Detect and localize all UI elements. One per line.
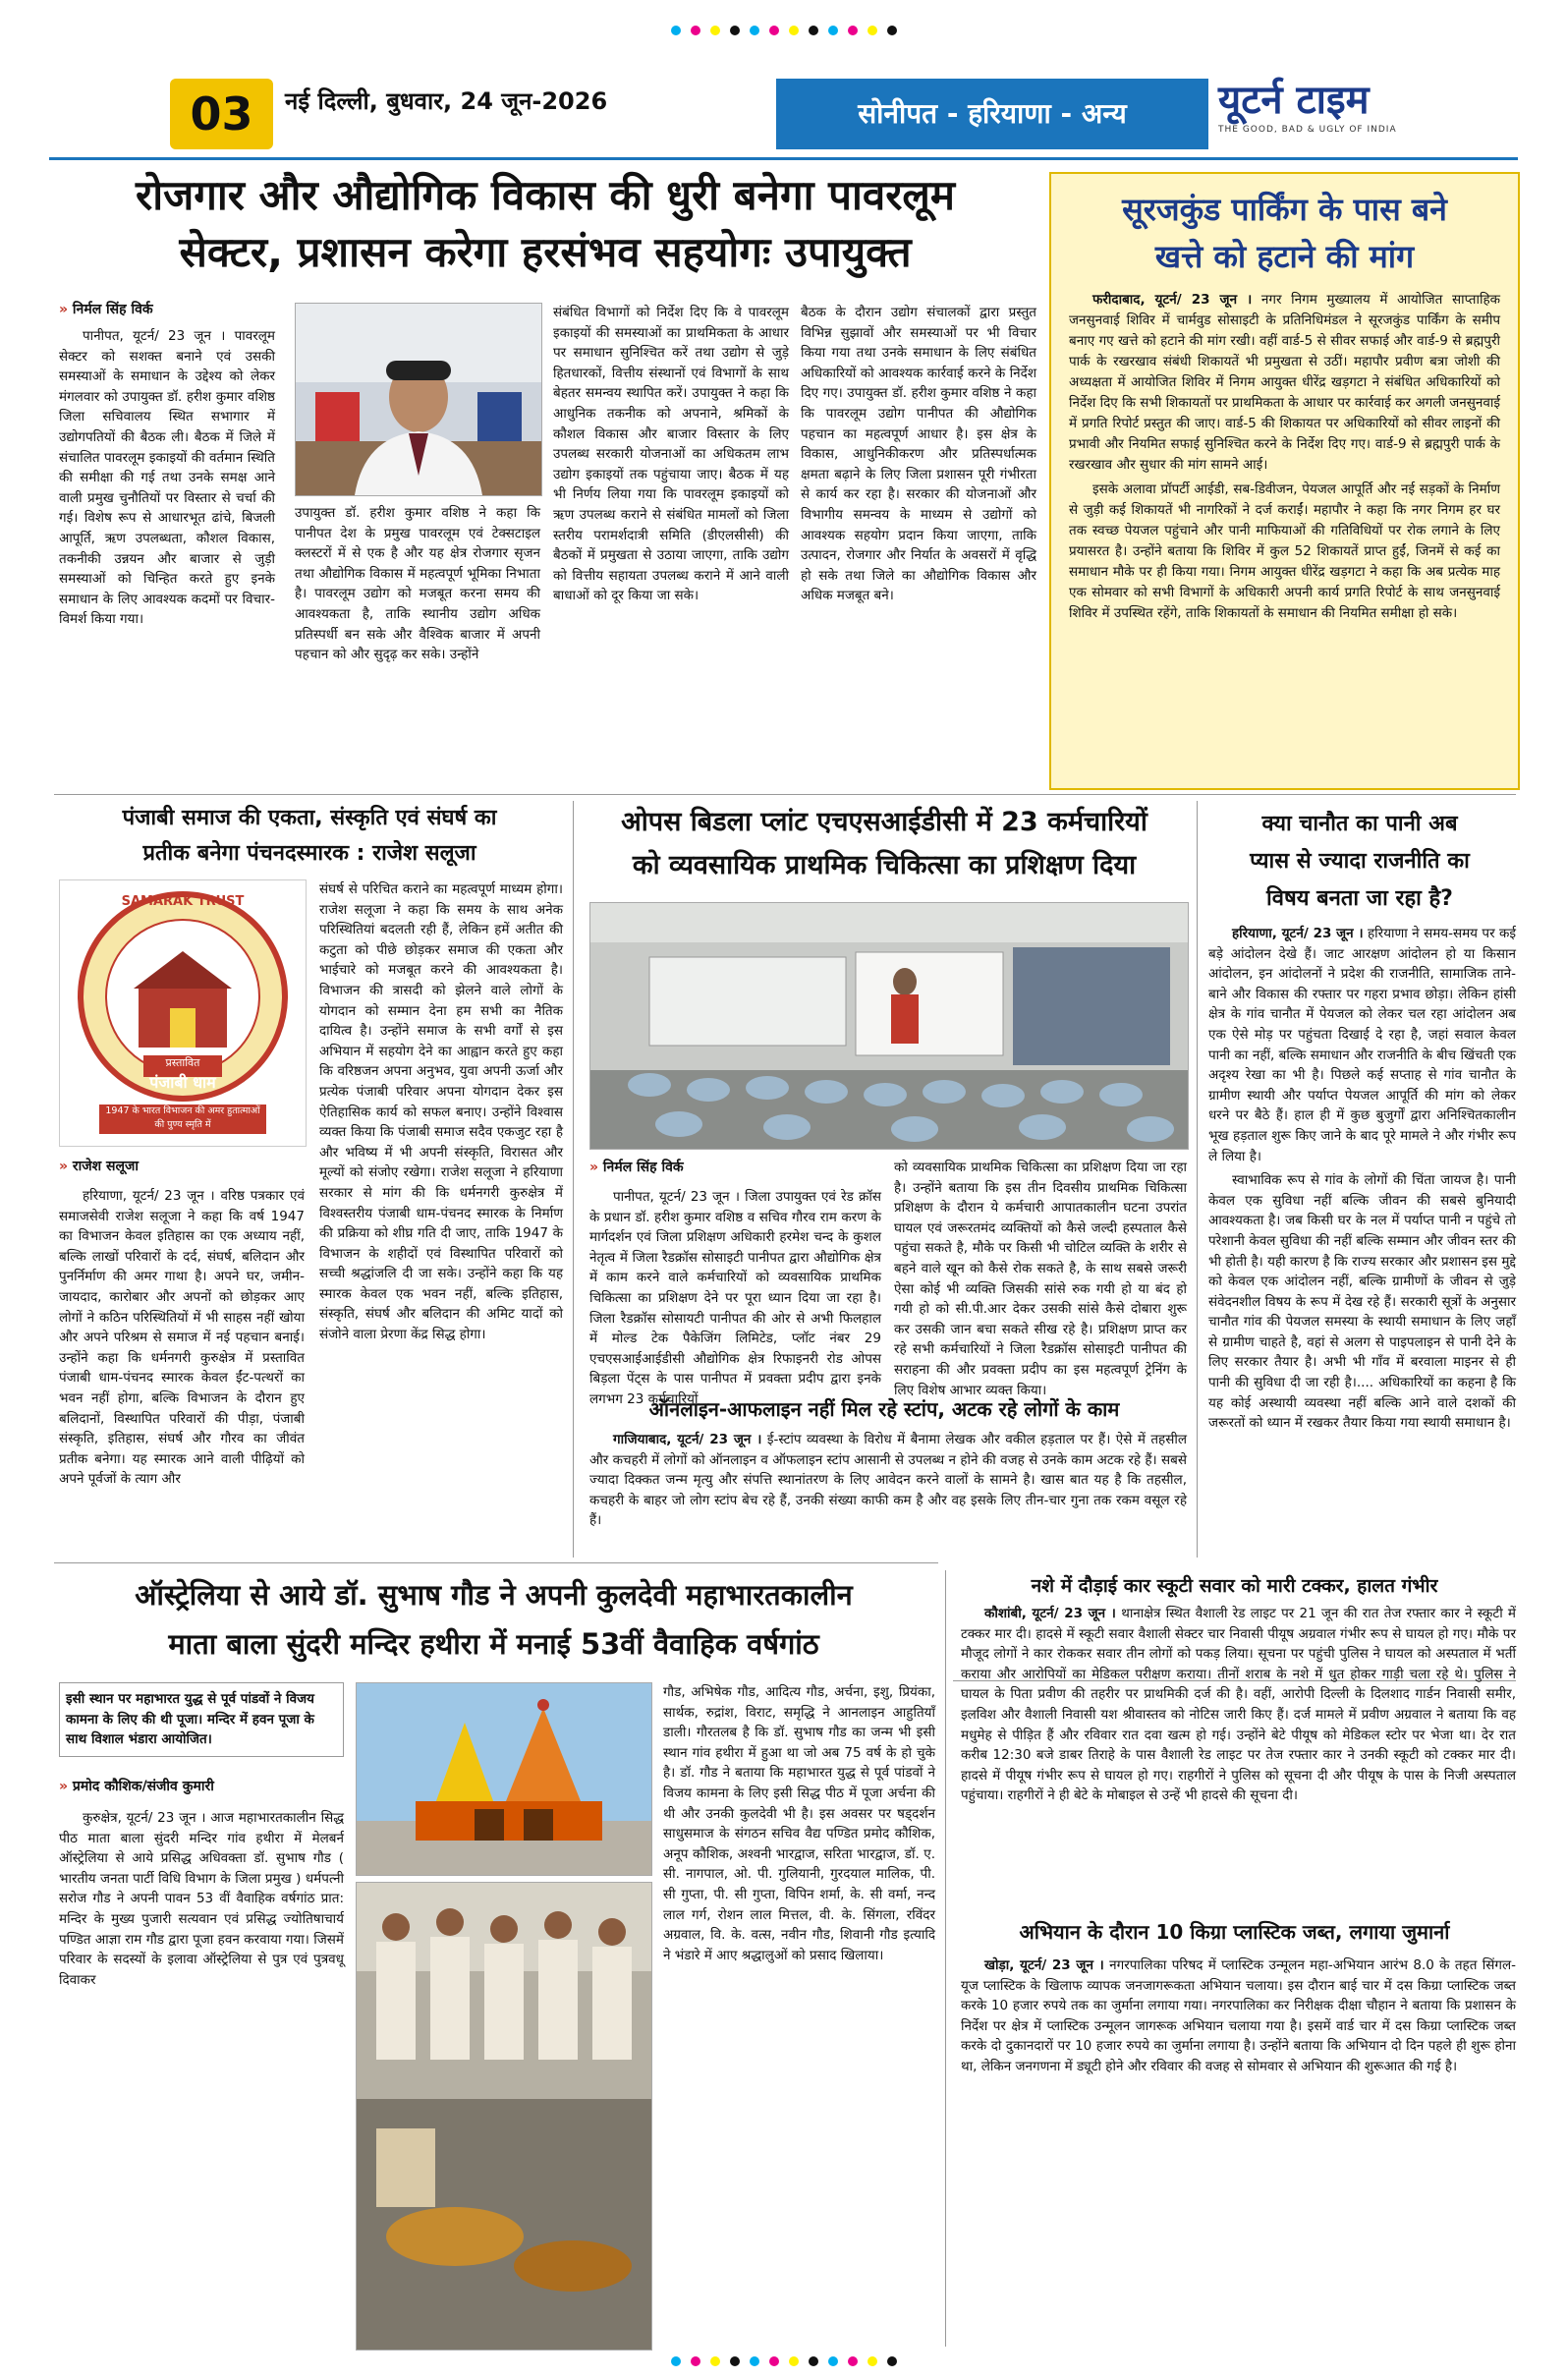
australia-headline — [54, 1570, 933, 1669]
punjabi-headline-line1: पंजाबी समाज की एकता, संस्कृति एवं संघर्ष का — [122, 806, 497, 830]
lead-column-4 — [801, 303, 1036, 610]
opas-headline-line2: को व्यवसायिक प्राथमिक चिकित्सा का प्रशिक्षण दिया — [632, 850, 1137, 880]
surajkund-box — [1049, 172, 1520, 790]
lead-byline-text: निर्मल सिंह विर्क — [72, 302, 153, 317]
plastic-body-text: नगरपालिका परिषद में प्लास्टिक उन्मूलन महा-अभियान आरंभ 8.0 के तहत सिंगल-यूज प्लास्टिक के खिलाफ व्यापक जनजागरूकता अभियान चलाया। इस दौरान बाई चार में दस किग्रा प्लास्टिक जब्त करके 10 हजार रुपये तक का जुर्माना लगाया गया। नगरपालिका कर निरीक्षक दीक्षा चौहान ने बताया कि प्रशासन के निर्देश पर क्षेत्र में प्लास्टिक उन्मूलन जागरूक अभियान चलाया गया है। इसमें वार्ड चार में दस किग्रा प्लास्टिक जब्त करके दो दुकानदारों पर 10 हजार रुपये का जुर्माना लगाया है। उन्होंने बताया कि अभियान दो दिन पहले ही शुरू होना था, लेकिन जनगणना में ड्यूटी होने और रविवार की वजह से सोमवार से अभियान की शुरूआत की गई है। — [961, 1957, 1516, 2074]
surajkund-body1: नगर निगम मुख्यालय में आयोजित साप्ताहिक जनसुनवाई शिविर में चार्मवुड सोसाइटी के प्रतिनिधिमंडल ने सूरजकुंड पार्किंग के समीप बनाए गए खत्ते को हटाने की मांग रखी। वहीं वार्ड-5 से सीवर सफाई और वार्ड-9 से ब्रह्मपुरी पार्क के रखरखाव संबंधी शिकायतें भी प्रमुखता से उठीं। महापौर प्रवीण बत्रा जोशी की अध्यक्षता में आयोजित शिविर में निगम आयुक्त धीरेंद्र खड़गटा ने संबंधित अधिकारियों को निर्देश दिए कि सभी शिकायतों पर प्राथमिकता के आधार पर कार्रवाई कर अगली जनसुनवाई में प्रगति रिपोर्ट प्रस्तुत की जाए। वार्ड-5 की शिकायत पर अधिकारियों को सीवर लाइनों की प्रभावी और नियमित सफाई सुनिश्चित करने के निर्देश दिए गए। वार्ड-9 से ब्रह्मपुरी पार्क के रखरखाव और सुधार की मांग सामने आई। — [1069, 292, 1500, 473]
lead-headline-line1: रोजगार और औद्योगिक विकास की धुरी बनेगा पावरलूम — [136, 171, 955, 219]
registration-marks-top — [0, 20, 1567, 41]
accident-dateline: कौशांबी, यूटर्न/ 23 जून । — [984, 1606, 1116, 1621]
plastic-headline: अभियान के दौरान 10 किग्रा प्लास्टिक जब्त, लगाया जुमार्ना — [1019, 1920, 1450, 1944]
opas-col1-text: पानीपत, यूटर्न/ 23 जून । जिला उपायुक्त एवं रेड क्रॉस के प्रधान डॉ. हरीश कुमार वशिष्ठ व सचिव गौरव राम करण के मार्गदर्शन एवं जिला प्रशिक्षण अधिकारी हरमेश चन्द के कुशल नेतृत्व में जिला रैडक्रॉस सोसाइटी पानीपत द्वारा औद्योगिक क्षेत्र में काम करने वाले कर्मचारियों को व्यवसायिक प्राथमिक चिकित्सा का प्रशिक्षण देने पर पूरा ध्यान दिया जा रहा है। जिला रैडक्रॉस सोसायटी पानीपत की ओर से अभी फिलहाल में मोल्ड टेक पैकेजिंग लिमिटेड, प्लॉट नंबर 29 एचएसआईआईडीसी औद्योगिक क्षेत्र रिफाइनरी रोड ओपस बिड़ला पेंट्स के पास पानीपत में प्रवक्ता प्रदीप द्वारा इनके लगभग 23 कर्मचारियों — [589, 1189, 881, 1407]
punjabi-col2-text: संघर्ष से परिचित कराने का महत्वपूर्ण माध्यम होगा। राजेश सलूजा ने कहा कि समय के साथ अनेक परिस्थितियां बदलती रही हैं, लेकिन हमें अतीत की कटुता को पीछे छोड़कर समाज की एकता और भाईचारे को मजबूत करने की आवश्यकता है। विभाजन की त्रासदी को झेलने वाले लोगों के योगदान को सम्मान देना हम सभी का नैतिक दायित्व है। उन्होंने समाज के सभी वर्गों से इस अभियान में सहयोग देने का आह्वान करते हुए कहा कि वरिष्ठजन अपना अनुभव, युवा अपनी ऊर्जा और प्रत्येक पंजाबी परिवार अपना योगदान देकर इस ऐतिहासिक कार्य को सफल बनाए। उन्होंने विश्वास व्यक्त किया कि पंजाबी समाज सदैव एकजुट रहा है और भविष्य में भी अपनी संस्कृति, विरासत और मूल्यों को संजोए रखेगा। राजेश सलूजा ने हरियाणा सरकार से मांग की कि धर्मनगरी कुरुक्षेत्र में विश्वस्तरीय पंजाबी धाम-पंचनद स्मारक के निर्माण की प्रक्रिया को शीघ्र गति दी जाए, ताकि 1947 के विभाजन के शहीदों एवं विस्थापित परिवारों को सच्ची श्रद्धांजलि दी जा सके। उन्होंने कहा कि यह स्मारक केवल एक भवन नहीं, बल्कि इतिहास, संस्कृति, संघर्ष और बलिदान की अमिट यादों को संजोने वाला प्रेरणा केंद्र सिद्ध होगा। — [319, 881, 563, 1343]
temple-photo — [356, 1682, 652, 1876]
punjabi-col1-text: हरियाणा, यूटर्न/ 23 जून । वरिष्ठ पत्रकार एवं समाजसेवी राजेश सलूजा ने कहा कि वर्ष 1947 का विभाजन केवल इतिहास का एक अध्याय नहीं, बल्कि लाखों परिवारों के दर्द, संघर्ष, बलिदान और पुनर्निर्माण की अमर गाथा है। अपने घर, जमीन-जायदाद, कारोबार और अपनों को छोड़कर आए लोगों ने कठिन परिस्थितियों में भी साहस नहीं खोया और अपने परिश्रम से समाज में नई पहचान बनाई। उन्होंने कहा कि धर्मनगरी कुरुक्षेत्र में प्रस्तावित पंजाबी धाम-पंचनद स्मारक केवल ईंट-पत्थरों का भवन नहीं होगा, बल्कि विभाजन के दौरान हुए बलिदानों, विस्थापित परिवारों की पीड़ा, पंजाबी संस्कृति, इतिहास, संघर्ष और गौरव का जीवंत प्रतीक बनेगा। यह स्मारक आने वाली पीढ़ियों को अपने पूर्वजों के त्याग और — [59, 1188, 305, 1488]
punjabi-headline — [54, 801, 565, 872]
bhandara-photo — [356, 1882, 652, 2351]
australia-col1-text: कुरुक्षेत्र, यूटर्न/ 23 जून । आज महाभारतकालीन सिद्ध पीठ माता बाला सुंदरी मन्दिर गांव हथीरा में मेलबर्न ऑस्ट्रेलिया से आये प्रसिद्ध अधिवक्ता डॉ. सुभाष गौड ( भारतीय जनता पार्टी विधि विभाग के जिला प्रमुख ) धर्मपत्नी सरोज गौड ने अपनी पावन 53 वीं वैवाहिक वर्षगांठ प्रात: मन्दिर के मुख्य पुजारी सत्यवान एवं प्रसिद्ध ज्योतिषाचार्य पण्डित आज्ञा राम गौड द्वारा पूजा हवन करवाया गया। जिसमें परिवार के सदस्यों के इलावा ऑस्ट्रेलिया से पुत्र एवं पुत्रवधू दिवाकर — [59, 1810, 344, 1988]
stamp-body — [589, 1430, 1187, 1535]
lead-col4-text: बैठक के दौरान उद्योग संचालकों द्वारा प्रस्तुत विभिन्न सुझावों और समस्याओं पर भी विचार किया गया तथा उनके समाधान के लिए संबंधित अधिकारियों को आवश्यक कार्रवाई करने के निर्देश दिए गए। उपायुक्त डॉ. हरीश कुमार वशिष्ठ ने कहा कि पावरलूम उद्योग पानीपत की औद्योगिक पहचान का महत्वपूर्ण आधार है। इस क्षेत्र के विकास, आधुनिकीकरण और प्रतिस्पर्धात्मक क्षमता बढ़ाने के लिए जिला प्रशासन पूरी गंभीरता से कार्य कर रहा है। सरकार की योजनाओं और विभागीय समन्वय के माध्यम से उद्योगों को आवश्यक सहयोग प्रदान किया जाएगा, ताकि उत्पादन, रोजगार और निर्यात के अवसरों में वृद्धि हो सके तथा जिले का औद्योगिक विकास और अधिक मजबूत बने। — [801, 305, 1036, 604]
chanot-headline-line2: प्यास से ज्यादा राजनीति का — [1250, 849, 1470, 874]
accident-headline: नशे में दौड़ाई कार स्कूटी सवार को मारी टक्कर, हालत गंभीर — [1031, 1575, 1438, 1597]
opas-byline: » निर्मल सिंह विर्क — [589, 1160, 684, 1175]
australia-column-1 — [59, 1808, 344, 1994]
stamp-dateline: गाजियाबाद, यूटर्न/ 23 जून । — [613, 1432, 762, 1447]
logo-text: यूटर्न टाइम — [1218, 77, 1370, 123]
logo-tagline: THE GOOD, BAD & UGLY OF INDIA — [1218, 125, 1397, 135]
training-room-image — [590, 903, 1188, 1149]
temple-image — [357, 1683, 651, 1875]
lead-headline — [54, 167, 1036, 281]
australia-headline-line1: ऑस्ट्रेलिया से आये डॉ. सुभाष गौड ने अपनी कुलदेवी महाभारतकालीन — [135, 1578, 853, 1612]
surajkund-headline-line2: खत्ते को हटाने की मांग — [1154, 238, 1415, 275]
chanot-body2: स्वाभाविक रूप से गांव के लोगों की चिंता जायज है। पानी केवल एक सुविधा नहीं बल्कि जीवन की सबसे बुनियादी आवश्यकता है। जब किसी घर के नल में पर्याप्त पानी न पहुंचे तो परेशानी केवल सुविधा की नहीं बल्कि सम्मान और जीवन स्तर की भी होती है। यही कारण है कि राज्य सरकार और प्रशासन इस मुद्दे को केवल एक आंदोलन नहीं, बल्कि ग्रामीणों के जीवन से जुड़े संवेदनशील विषय के रूप में देख रहे हैं। सरकारी सूत्रों के अनुसार चानौत गांव की पेयजल समस्या के स्थायी समाधान के लिए जहाँ से ग्रामीण चाहते है, वहां से अलग से पाइपलाइन से पानी देने के लिए सरकार तैयार है। अभी भी गाँव में बरवाला माइनर से ही पानी की सुविधा दी जा रही है।.... अधिकारियों का कहना है कि यह कोई अस्थायी व्यवस्था नहीं बल्कि आने वाले दशकों की जरूरतों को ध्यान में रखकर तैयार किया गया स्थायी समाधान है। — [1208, 1172, 1516, 1432]
accident-body — [961, 1604, 1516, 1810]
lead-column-1 — [59, 326, 275, 634]
registration-marks-bottom — [0, 2351, 1567, 2372]
separator-vertical-right — [1197, 801, 1198, 1558]
punjabi-dham-label: पंजाबी धाम — [149, 1073, 216, 1092]
opas-col2-text: को व्यवसायिक प्राथमिक चिकित्सा का प्रशिक्षण दिया जा रहा है। उन्होंने बताया कि इस तीन दिवसीय प्राथमिक चिकित्सा प्रशिक्षण के दौरान ये कर्मचारी आपातकालीन घटना उपरांत घायल एवं जरूरतमंद व्यक्तियों को कैसे जल्दी हस्पताल कैसे पहुंचा सकते है, मौके पर किसी भी चोटिल व्यक्ति के शरीर से बहने वाले खून को कैसे रोक सकते है, के साथ सबसे जरूरी ऐसा कोई भी व्यक्ति जिसकी सांसे रुक गयी हो या बंद हो गयी हो को सी.पी.आर देकर उसकी सांसे कैसे दोबारा शुरू कर उसकी जान बचा सकते सीख रहे है। प्रशिक्षण प्राप्त कर रहे सभी कर्मचारियों ने जिला रैडक्रॉस सोसाइटी पानीपत की सराहना की और प्रवक्ता प्रदीप का इस महत्वपूर्ण ट्रेनिंग के लिए विशेष आभार व्यक्त किया। — [894, 1160, 1187, 1398]
opas-headline-line1: ओपस बिडला प्लांट एचएसआईडीसी में 23 कर्मचारियों — [621, 807, 1147, 837]
masthead-logo — [1218, 71, 1513, 153]
australia-byline-text: प्रमोद कौशिक/संजीव कुमारी — [72, 1779, 214, 1794]
chanot-body — [1208, 924, 1516, 1438]
punjabi-column-2 — [319, 879, 563, 1349]
opas-column-1 — [589, 1187, 881, 1414]
australia-summary: इसी स्थान पर महाभारत युद्ध से पूर्व पांडवों ने विजय कामना के लिए की थी पूजा। मन्दिर में हवन पूजा के साथ विशाल भंडारा आयोजित। — [59, 1682, 344, 1757]
lead-byline: » निर्मल सिंह विर्क — [59, 302, 153, 317]
australia-col2-text: गौड, अभिषेक गौड, आदित्य गौड, अर्चना, इशु, प्रियंका, सार्थक, रुद्रांश, विराट, समृद्धि ने आनलाइन आहुतियाँ डाली। गौरतलब है कि डॉ. सुभाष गौड का जन्म भी इसी स्थान गांव हथीरा में हुआ था जो अब 75 वर्ष के हो चुके है। डॉ. गौड ने बताया कि महाभारत युद्ध से पूर्व पांडवों ने विजय कामना के लिए इसी सिद्ध पीठ में पूजा अर्चना की थी और उनकी कुलदेवी भी है। इस अवसर पर षड्दर्शन साधुसमाज के संगठन सचिव वैद्य पण्डित प्रमोद कौशिक, अनूप कौशिक, अश्वनी भारद्वाज, सरिता भारद्वाज, डॉ. ए. सी. नागपाल, ओ. पी. गुलियानी, गुरदयाल मालिक, पी. सी गुप्ता, पी. सी गुप्ता, विपिन शर्मा, के. सी वर्मा, नन्द लाल गर्ग, रोशन लाल मित्तल, वी. के. सिंगला, रविंदर अग्रवाल, वि. के. वत्स, नवीन गौड, शिवानी गौड इत्यादि ने भंडारे में आए श्रद्धालुओं को प्रसाद खिलाया। — [663, 1684, 935, 1963]
lead-photo-caption: उपायुक्त डॉ. हरीश कुमार वशिष्ठ ने कहा कि पानीपत देश के प्रमुख पावरलूम एवं टेक्सटाइल क्लस्टरों में से एक है और यह क्षेत्र रोजगार सृजन तथा औद्योगिक विकास में महत्वपूर्ण भूमिका निभाता है। पावरलूम उद्योग को मजबूत करना समय की आवश्यकता है, ताकि स्थानीय उद्योग अधिक प्रतिस्पर्धी बन सके और वैश्विक बाजार में अपनी पहचान को और सुदृढ़ कर सके। उन्होंने — [295, 505, 540, 663]
punjabi-headline-line2: प्रतीक बनेगा पंचनदस्मारक : राजेश सलूजा — [142, 841, 476, 866]
separator-vertical-bottom — [945, 1570, 946, 2347]
australia-byline: » प्रमोद कौशिक/संजीव कुमारी — [59, 1779, 214, 1794]
lead-photo — [295, 303, 542, 496]
surajkund-body2: इसके अलावा प्रॉपर्टी आईडी, सब-डिवीजन, पेयजल आपूर्ति और नई सड़कों के निर्माण से जुड़ी कई शिकायतें भी नागरिकों ने दर्ज कराईं। महापौर ने कहा कि नगर निगम हर घर तक स्वच्छ पेयजल पहुंचाने और पानी माफियाओं की गतिविधियों पर रोक लगाने के लिए प्रयासरत है। उन्होंने बताया कि शिविर में कुल 52 शिकायतें प्राप्त हुईं, जिनमें से कई का समाधान मौके पर ही किया गया। निगम आयुक्त धीरेंद्र खड़गटा ने कहा कि अब प्रत्येक माह एक सोमवार को सभी विभागों के अधिकारी अपनी कार्य प्रगति रिपोर्ट के साथ जनसुनवाई शिविर में उपस्थित रहेंगे, ताकि शिकायतों के समाधान की नियमित समीक्षा हो सके। — [1069, 482, 1500, 621]
group-event-image — [357, 1883, 651, 2350]
separator-vertical-left — [573, 801, 574, 1558]
chanot-body1: हरियाणा ने समय-समय पर कई बड़े आंदोलन देखे हैं। जाट आरक्षण आंदोलन हो या किसान आंदोलन, इन आंदोलनों ने प्रदेश की राजनीति, सामाजिक ताने-बाने और विकास की रफ्तार पर गहरा प्रभाव छोड़ा। लेकिन हांसी क्षेत्र के गांव चानौत में पेयजल को लेकर चल रहा आंदोलन अब एक ऐसे मोड़ पर पहुंचता दिखाई दे रहा है, जहां सवाल केवल पानी का नहीं, बल्कि समाधान और राजनीति के बीच खिंचती एक अदृश्य रेखा का भी है। पिछले कई सप्ताह से गांव चानौत के ग्रामीण स्थायी और पर्याप्त पेयजल आपूर्ति की मांग को लेकर धरने पर बैठे हैं। हाल ही में कुछ बुजुर्गों द्वारा अनिश्चितकालीन भूख हड़ताल शुरू किए जाने के बाद पूरे मामले ने और गंभीर रूप ले लिया है। — [1208, 926, 1516, 1164]
header-rule — [49, 157, 1518, 160]
australia-column-2 — [663, 1682, 935, 1969]
surajkund-headline-line1: सूरजकुंड पार्किंग के पास बने — [1122, 191, 1447, 228]
accident-body-text: थानाक्षेत्र स्थित वैशाली रेड लाइट पर 21 जून की रात तेज रफ्तार कार ने स्कूटी में टक्कर मार दी। हादसे में स्कूटी सवार वैशाली सेक्टर चार निवासी पीयूष अग्रवाल गंभीर रूप से घायल हो गए। मौके पर मौजूद लोगों ने कार रोककर सवार तीन लोगों को पकड़ लिया। सूचना पर पहुंची पुलिस ने घायल को अस्पताल में भर्ती कराया और आरोपियों का मेडिकल परीक्षण कराया। तीनों शराब के नशे में धुत होकर गाड़ी चला रहे थे। पुलिस ने घायल के पिता प्रवीण की तहरीर पर प्राथमिकी दर्ज की है। वहीं, आरोपी दिल्ली के दिलशाद गार्डन निवासी समीर, इलविश और वैशाली निवासी यश श्रीवास्तव को नोटिस जारी किए हैं। दर्ज मामले में प्रवीण अग्रवाल ने बताया कि वह मधुमेह से पीड़ित हैं और रविवार रात दवा खत्म हो गई। उन्होंने बेटे पीयूष को मेडिकल स्टोर पर भेजा था। देर रात करीब 12:30 बजे डाबर तिराहे के पास वैशाली रेड लाइट पर तेज रफ्तार कार ने उनकी स्कूटी को टक्कर मार दी। हादसे में पीयूष गंभीर रूप से घायल हो गए। राहगीरों ने पुलिस को सूचना दी और पीयूष के पास के निजी अस्पताल पहुंचाया। राहगीरों ने ही बेटे के मोबाइल से उन्हें भी हादसे की सूचना दी। — [961, 1606, 1516, 1804]
logo-caption: 1947 के भारत विभाजन की अमर हुतात्माओं की पुण्य स्मृति में — [105, 1105, 260, 1130]
australia-headline-line2: माता बाला सुंदरी मन्दिर हथीरा में मनाई 53वीं वैवाहिक वर्षगांठ — [168, 1627, 819, 1661]
chanot-dateline: हरियाणा, यूटर्न/ 23 जून । — [1232, 926, 1364, 941]
punjabi-column-1 — [59, 1186, 305, 1494]
surajkund-headline — [1051, 186, 1518, 280]
stamp-headline: ऑनलाइन-आफलाइन नहीं मिल रहे स्टांप, अटक रहे लोगों के काम — [648, 1397, 1120, 1421]
chanot-headline-line3: विषय बनता जा रहा है? — [1266, 886, 1453, 911]
opas-headline — [580, 801, 1189, 887]
punjabi-dham-logo — [59, 879, 307, 1147]
chanot-headline — [1203, 806, 1516, 918]
surajkund-body — [1069, 290, 1500, 624]
plastic-dateline: खोड़ा, यूटर्न/ 23 जून । — [984, 1957, 1104, 1973]
section-banner: सोनीपत - हरियाणा - अन्य — [776, 79, 1208, 149]
lead-col1-text: पानीपत, यूटर्न/ 23 जून । पावरलूम सेक्टर को सशक्त बनाने एवं उसकी समस्याओं के समाधान के उद्देश्य को लेकर मंगलवार को उपायुक्त डॉ. हरीश कुमार वशिष्ठ जिला सचिवालय स्थित सभागार में उद्योगपतियों की बैठक ली। बैठक में जिले में संचालित पावरलूम इकाइयों की वर्तमान स्थिति की समीक्षा की गई तथा उनके समक्ष आने वाली प्रमुख चुनौतियों पर विस्तार से चर्चा की गई। विशेष रूप से आधारभूत ढांचे, बिजली आपूर्ति, ऋण उपलब्धता, कौशल विकास, तकनीकी उन्नयन और बाजार से जुड़ी समस्याओं को चिन्हित करते हुए इनके समाधान के लिए आवश्यक कदमों पर विचार-विमर्श किया गया। — [59, 328, 275, 628]
chanot-headline-line1: क्या चानौत का पानी अब — [1261, 812, 1458, 836]
plastic-body — [961, 1955, 1516, 2081]
lead-col3-text: संबंधित विभागों को निर्देश दिए कि वे पावरलूम इकाइयों की समस्याओं का प्राथमिकता के आधार पर समाधान सुनिश्चित करें तथा उद्योग से जुड़े हितधारकों, वित्तीय संस्थानों एवं विभागों के साथ बेहतर समन्वय स्थापित करें। उपायुक्त ने कहा कि आधुनिक तकनीक को अपनाने, श्रमिकों के कौशल विकास और बाजार विस्तार के लिए उपलब्ध सरकारी योजनाओं का अधिकतम लाभ उद्योग इकाइयों तक पहुंचाया जाए। बैठक में यह भी निर्णय लिया गया कि पावरलूम इकाइयों को ऋण उपलब्ध कराने से संबंधित मामलों को जिला स्तरीय परामर्शदात्री समिति (डीएलसीसी) की बैठकों में प्रमुखता से उठाया जाएगा, ताकि उद्योग को वित्तीय सहायता उपलब्ध कराने में आने वाली बाधाओं को दूर किया जा सके। — [553, 305, 789, 604]
stamp-body-text: ई-स्टांप व्यवस्था के विरोध में बैनामा लेखक और वकील हड़ताल पर हैं। ऐसे में तहसील और कचहरी में लोगों को ऑनलाइन व ऑफलाइन स्टांप आसानी से उपलब्ध न होने की वजह से उनके काम अटक रहे हैं। सबसे ज्यादा दिक्कत जन्म मृत्यु और संपत्ति स्थानांतरण के लिए आवेदन करने वालों के सामने है। खास बात यह है कि तहसील, कचहरी के बाहर जो लोग स्टांप बेच रहे हैं, उनकी संख्या काफी कम है और वह इसके लिए तीन-चार गुना तक रकम वसूल रहे हैं। — [589, 1432, 1187, 1529]
lead-headline-line2: सेक्टर, प्रशासन करेगा हरसंभव सहयोगः उपायुक्त — [179, 228, 912, 276]
surajkund-dateline: फरीदाबाद, यूटर्न/ 23 जून । — [1092, 292, 1253, 308]
page-number: 03 — [170, 79, 273, 149]
proposed-label: प्रस्तावित — [165, 1056, 200, 1069]
punjabi-byline: » राजेश सलूजा — [59, 1159, 140, 1174]
separator-top — [54, 794, 1516, 795]
trust-name: SAMARAK TRUST — [121, 894, 245, 909]
separator-bottom-left — [54, 1562, 938, 1563]
opas-training-photo — [589, 902, 1189, 1150]
opas-column-2 — [894, 1158, 1187, 1404]
date-line: नई दिल्ली, बुधवार, 24 जून-2026 — [285, 87, 608, 115]
official-portrait-image — [296, 304, 541, 495]
punjabi-byline-text: राजेश सलूजा — [72, 1159, 140, 1174]
opas-byline-text: निर्मल सिंह विर्क — [602, 1160, 684, 1175]
lead-column-3 — [553, 303, 789, 610]
